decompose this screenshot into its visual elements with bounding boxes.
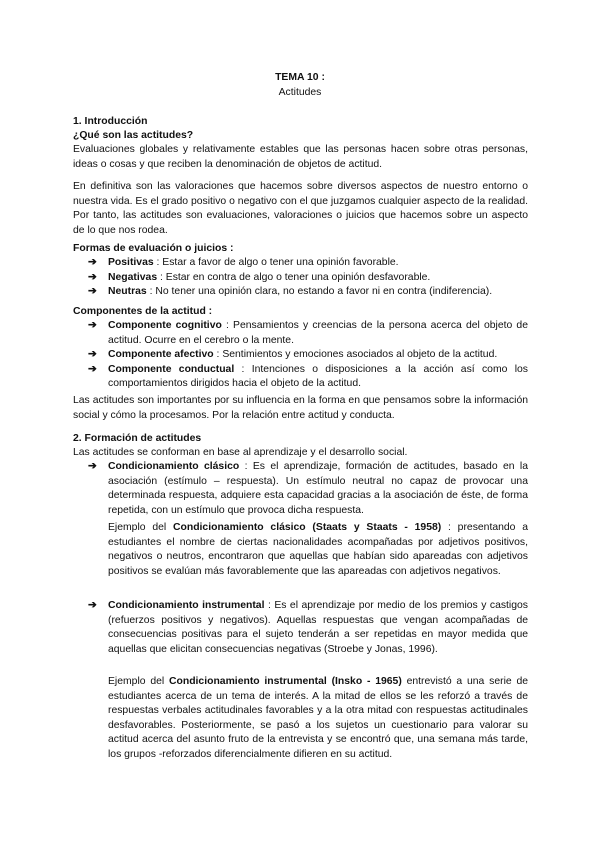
clasico-list xyxy=(88,460,528,518)
list-item: ➔ Componente cognitivo : Pensamientos y creencias de la persona acerca del objeto de actitud. Ocurre en el cerebro o la mente. xyxy=(88,320,528,346)
arrow-icon: ➔ xyxy=(88,320,97,331)
formas-list xyxy=(88,256,528,300)
componentes-list xyxy=(88,319,528,392)
instrumental-list xyxy=(88,599,528,657)
arrow-icon: ➔ xyxy=(88,461,97,472)
formas-heading: Formas de evaluación o juicios : xyxy=(73,243,234,254)
summary-paragraph: En definitiva son las valoraciones que hacemos sobre diversos aspectos de nuestro entorno o nuestra vida. Es el grado positivo o negativo con el que juzgamos cualquier aspecto de la realidad. Por tanto, las actitudes son evaluaciones, valoraciones o juicios que hacemos sobre un aspecto de lo que nos rodea. xyxy=(73,181,528,236)
section-1-question: ¿Qué son las actitudes? xyxy=(73,130,194,141)
clasico-example: Ejemplo del Condicionamiento clásico (Staats y Staats - 1958) : presentando a estudiantes el nombre de ciertas nacionalidades acompañadas por adjetivos positivos, negativos o neutros, encontraron que aquellas que habían sido apareadas con adjetivos positivos se evalúan más favorablemente que las apareadas con adjetivos negativos. xyxy=(108,522,529,577)
arrow-icon: ➔ xyxy=(88,600,97,611)
list-item: ➔ Condicionamiento clásico : Es el aprendizaje, formación de actitudes, basado en la asociación (estímulo – respuesta). Un estímulo neutral no capaz de provocar una determinada respuesta, adquiere esta capacidad gracias a la asociación de éste, de forma repetida, con un estímulo que provoca dicha respuesta. xyxy=(88,461,528,516)
definition-paragraph: Evaluaciones globales y relativamente estables que las personas hacen sobre otras personas, ideas o cosas y que reciben la denominación de objetos de actitud. xyxy=(73,144,528,170)
arrow-icon: ➔ xyxy=(88,257,97,268)
arrow-icon: ➔ xyxy=(88,286,97,298)
list-item: ➔ Neutras : No tener una opinión clara, no estando a favor ni en contra (indiferencia). xyxy=(88,285,528,300)
instrumental-example: Ejemplo del Condicionamiento instrumental (Insko - 1965) entrevistó a una serie de estudiantes acerca de un tema de interés. A la mitad de ellos se les reforzó a través de respuestas verbales actitudinales favorables y a la otra mitad con respuestas actitudinales desfavorables. Posteriormente, se pasó a los sujetos un cuestionario para valorar su actitud acerca del asunto fruto de la entrevista y se encontró que, una semana más tarde, los grupos -reforzados diferencialmente difieren en su actitud. xyxy=(108,676,529,760)
arrow-icon: ➔ xyxy=(88,271,97,283)
list-item: ➔ Componente afectivo : Sentimientos y emociones asociados al objeto de la actitud. xyxy=(88,348,528,363)
doc-subtitle: Actitudes xyxy=(278,87,322,98)
componentes-heading: Componentes de la actitud : xyxy=(73,306,213,317)
section-2-intro: Las actitudes se conforman en base al aprendizaje y el desarrollo social. xyxy=(73,447,408,458)
arrow-icon: ➔ xyxy=(88,349,97,361)
section-1-heading: 1. Introducción xyxy=(73,116,148,127)
section-2-heading: 2. Formación de actitudes xyxy=(73,433,202,444)
arrow-icon: ➔ xyxy=(88,363,97,375)
importance-paragraph: Las actitudes son importantes por su influencia en la forma en que pensamos sobre la información social y cómo la procesamos. Por la relación entre actitud y conducta. xyxy=(73,395,528,421)
list-item: ➔ Negativas : Estar en contra de algo o tener una opinión desfavorable. xyxy=(88,271,528,286)
doc-title: TEMA 10 : xyxy=(275,72,325,83)
list-item: ➔ Positivas : Estar a favor de algo o tener una opinión favorable. xyxy=(88,256,528,271)
list-item: ➔ Componente conductual : Intenciones o disposiciones a la acción así como los comportamientos dirigidos hacia el objeto de la actitud. xyxy=(88,363,528,390)
list-item: ➔ Condicionamiento instrumental : Es el aprendizaje por medio de los premios y castigos (refuerzos positivos y negativos). Aquellas respuestas que vengan acompañadas de consecuencias positivas para el sujeto tenderán a ser repetidas en mayor medida que aquellas que elicitan consecuencias negativas (Stroebe y Jonas, 1996). xyxy=(88,600,528,655)
